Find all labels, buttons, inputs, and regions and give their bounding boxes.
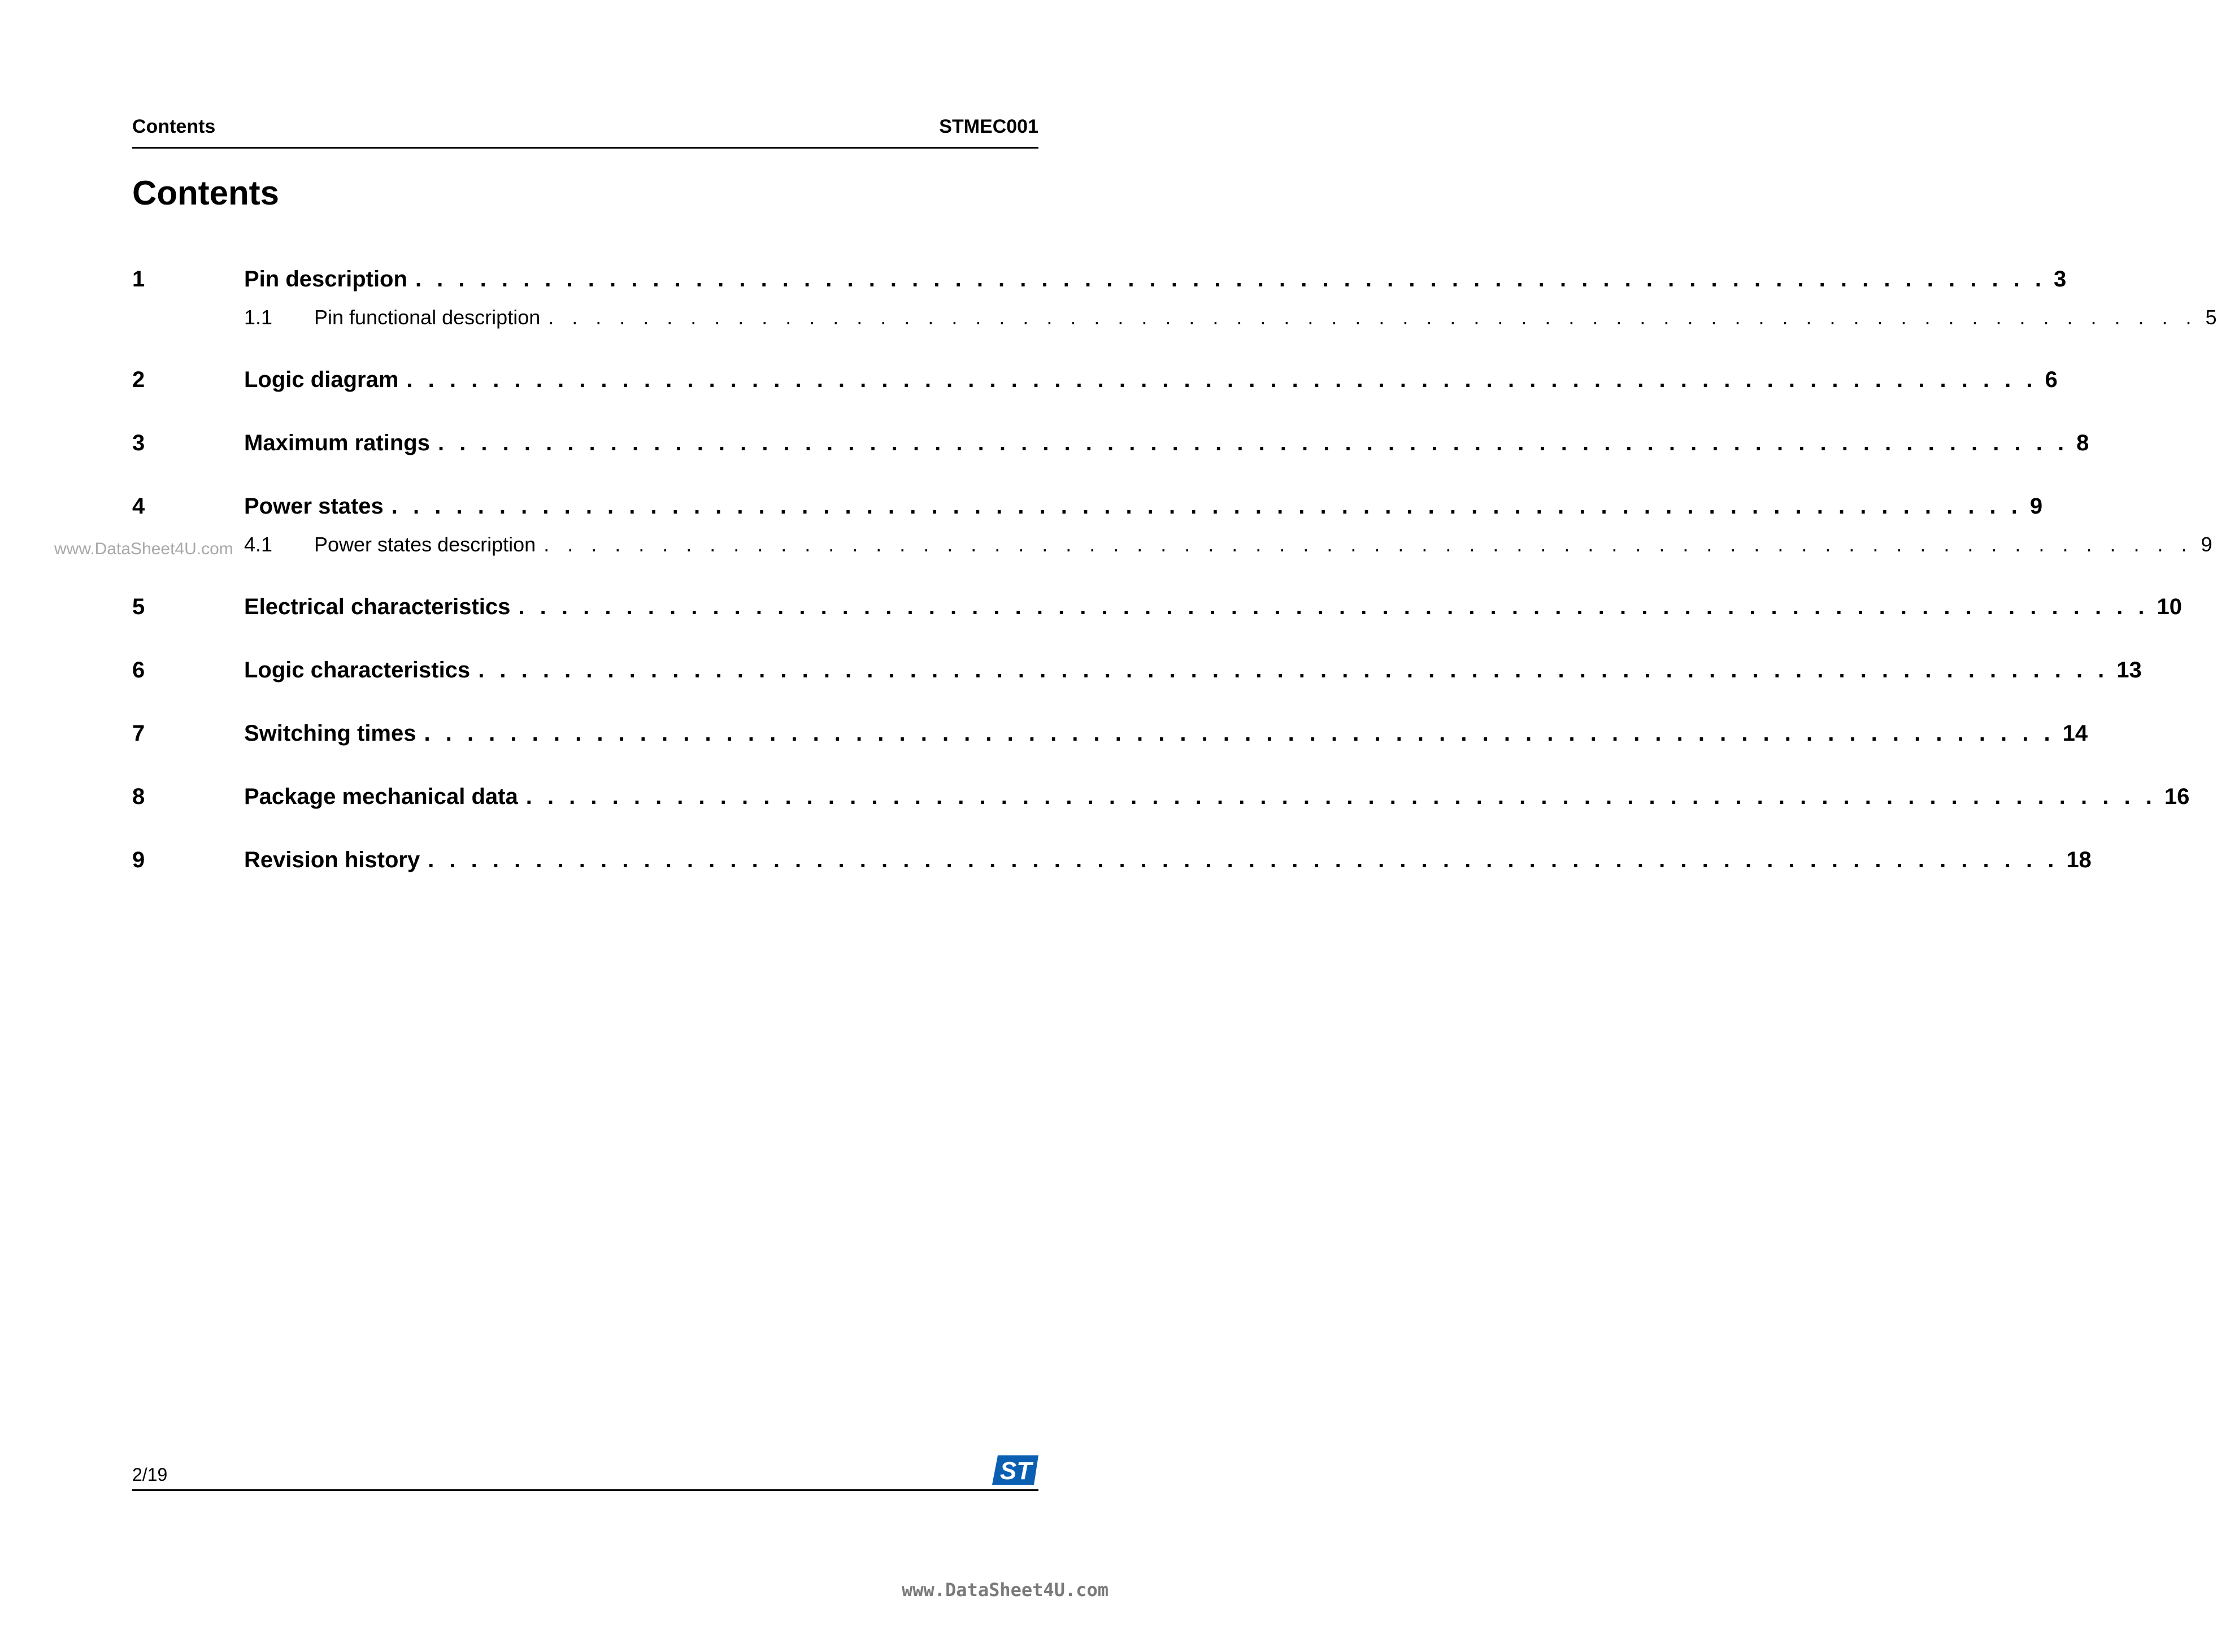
toc-entry-page: 13 [2116,658,2142,682]
toc-leader-dots: . . . . . . . . . . . . . . . . . . . . . . . . . . . . . . . . . . . . . . . . . . . . . . . . . . . . . . . . . . . . . . . . . . . . . . [548,306,2198,329]
toc-leader-dots: . . . . . . . . . . . . . . . . . . . . . . . . . . . . . . . . . . . . . . . . . . . . . . . . . . . . . . . . . . . . . . . . . . . . . . . . . . . . [391,494,2022,519]
toc-leader-dots: . . . . . . . . . . . . . . . . . . . . . . . . . . . . . . . . . . . . . . . . . . . . . . . . . . . . . . . . . . . . . . . . . . . . . . . . . . . . [518,594,2149,619]
toc-entry[interactable] [132,262,2067,296]
toc-entry-page: 9 [2201,533,2212,556]
toc-entry-page: 3 [2054,267,2067,292]
toc-entry-page: 6 [2045,367,2058,392]
toc-entry[interactable] [132,489,2043,523]
toc-leader-dots: . . . . . . . . . . . . . . . . . . . . . . . . . . . . . . . . . . . . . . . . . . . . . . . . . . . . . . . . . . . . . . . . . . . . . . . . . . . . [415,267,2046,292]
toc-entry-number: 8 [132,784,145,809]
toc-entry-label: Electrical characteristics [244,594,511,619]
toc-entry-page: 16 [2164,784,2190,809]
toc-leader-dots: . . . . . . . . . . . . . . . . . . . . . . . . . . . . . . . . . . . . . . . . . . . . . . . . . . . . . . . . . . . . . . . . . . . . . . . . . . . . [478,658,2109,682]
toc-entry-number: 1.1 [244,306,273,329]
toc-entry-number: 4 [132,494,145,519]
toc-entry[interactable] [132,653,2142,687]
toc-entry-label: Power states [244,494,384,519]
header-document-id: STMEC001 [939,116,1038,137]
toc-entry-label: Pin functional description [314,306,541,329]
toc-entry-number: 4.1 [244,533,273,556]
toc-entry[interactable] [132,363,2058,397]
page-title: Contents [132,174,279,212]
toc-leader-dots: . . . . . . . . . . . . . . . . . . . . . . . . . . . . . . . . . . . . . . . . . . . . . . . . . . . . . . . . . . . . . . . . . . . . . . . . . . . . [437,431,2069,455]
st-logo-text: ST [999,1457,1032,1485]
toc-entry-number: 7 [132,721,145,746]
toc-entry[interactable] [132,716,2088,750]
toc-entry-label: Logic characteristics [244,658,471,682]
toc-leader-dots: . . . . . . . . . . . . . . . . . . . . . . . . . . . . . . . . . . . . . . . . . . . . . . . . . . . . . . . . . . . . . . . . . . . . . . [544,533,2193,556]
toc-entry[interactable] [132,590,2183,624]
toc-entry-page: 10 [2157,594,2183,619]
toc-entry-page: 8 [2076,431,2089,455]
toc-entry-label: Package mechanical data [244,784,518,809]
side-watermark: www.DataSheet4U.com [54,540,233,558]
toc-entry-page: 5 [2205,306,2217,329]
toc-entry-label: Logic diagram [244,367,399,392]
toc-entry-page: 18 [2066,847,2092,872]
toc-leader-dots: . . . . . . . . . . . . . . . . . . . . . . . . . . . . . . . . . . . . . . . . . . . . . . . . . . . . . . . . . . . . . . . . . . . . . . . . . . . . [525,784,2157,809]
toc-entry-number: 3 [132,431,145,455]
footer-page-number: 2/19 [132,1464,168,1485]
toc-entry[interactable] [132,843,2092,877]
toc-entry-label: Pin description [244,267,407,292]
toc-entry-page: 9 [2029,494,2043,519]
header-section-label: Contents [132,116,216,137]
page-header [132,114,1038,149]
toc-leader-dots: . . . . . . . . . . . . . . . . . . . . . . . . . . . . . . . . . . . . . . . . . . . . . . . . . . . . . . . . . . . . . . . . . . . . . . . . . . . . [424,721,2055,746]
toc-entry-number: 9 [132,847,145,872]
toc-entry-label: Revision history [244,847,420,872]
toc-entry-number: 2 [132,367,145,392]
toc-entry-number: 1 [132,267,145,292]
toc-entry-label: Maximum ratings [244,431,430,455]
toc-entry[interactable] [132,528,2212,562]
toc-entry-label: Power states description [314,533,536,556]
bottom-watermark: www.DataSheet4U.com [901,1579,1108,1601]
toc-entry-page: 14 [2062,721,2088,746]
toc-entry[interactable] [132,301,2217,334]
toc-entry-label: Switching times [244,721,416,746]
toc-entry-number: 6 [132,658,145,682]
toc-leader-dots: . . . . . . . . . . . . . . . . . . . . . . . . . . . . . . . . . . . . . . . . . . . . . . . . . . . . . . . . . . . . . . . . . . . . . . . . . . . . [428,847,2059,872]
toc-entry[interactable] [132,426,2089,460]
st-logo-icon [992,1455,1038,1485]
toc-entry[interactable] [132,780,2190,814]
toc-leader-dots: . . . . . . . . . . . . . . . . . . . . . . . . . . . . . . . . . . . . . . . . . . . . . . . . . . . . . . . . . . . . . . . . . . . . . . . . . . . . [406,367,2037,392]
page-footer [132,1455,1038,1491]
toc-entry-number: 5 [132,594,145,619]
